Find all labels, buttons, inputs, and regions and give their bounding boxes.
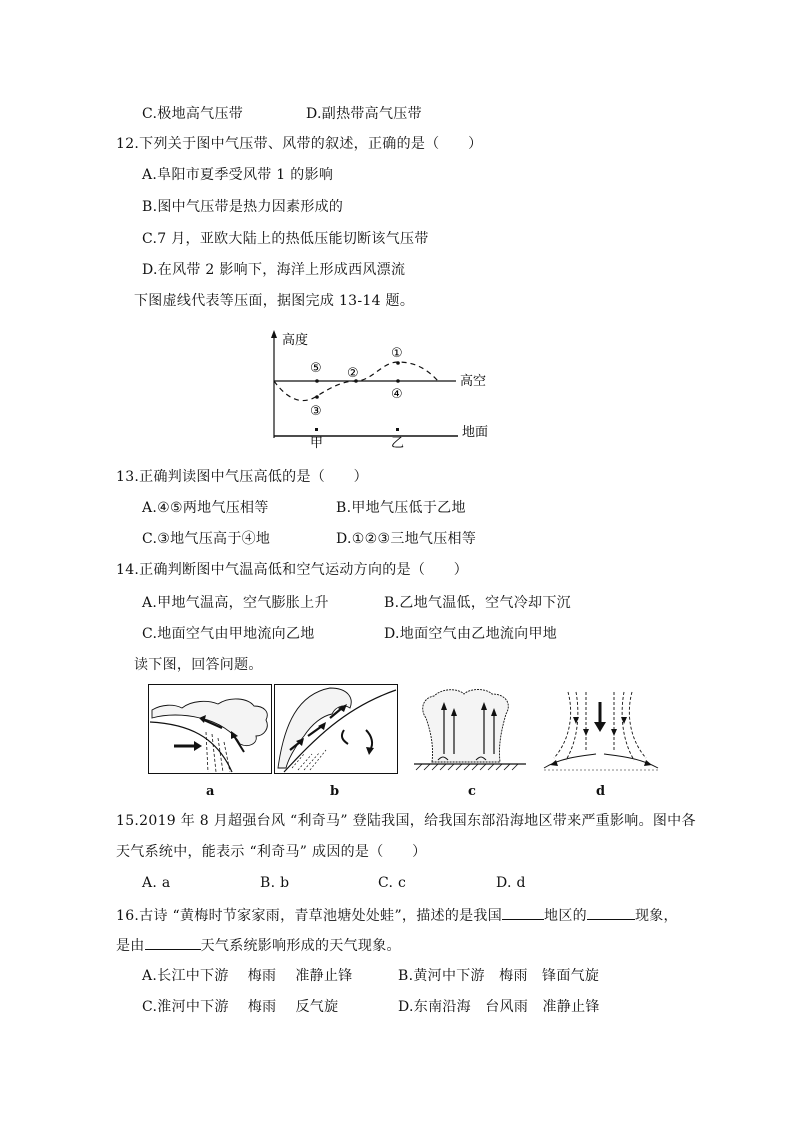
- y-axis-arrow: [271, 330, 277, 338]
- q13-option-a: A.④⑤两地气压相等: [142, 500, 269, 516]
- point-2-label: ②: [347, 366, 359, 381]
- intro-15: 读下图，回答问题。: [134, 657, 263, 673]
- point-4-label: ④: [391, 387, 403, 402]
- site-yi-label: 乙: [391, 436, 405, 451]
- q11-option-c: C.极地高气压带: [142, 106, 244, 122]
- q15-option-c: C. c: [378, 875, 407, 891]
- high-altitude-label: 高空: [460, 374, 487, 389]
- q15-option-d: D. d: [496, 875, 526, 891]
- q16-option-b: B.黄河中下游 梅雨 锋面气旋: [398, 968, 600, 984]
- q16-option-a: A.长江中下游 梅雨 准静止锋: [142, 968, 353, 984]
- weather-system-figure-b: [274, 684, 398, 774]
- q16-stem-line2: [116, 935, 401, 956]
- q16-stem-line2-part2: 天气系统影响形成的天气现象。: [200, 938, 401, 954]
- isobar-figure: [260, 328, 500, 452]
- q16-blank-region: [502, 905, 544, 920]
- q16-option-d: D.东南沿海 台风雨 准静止锋: [398, 999, 600, 1015]
- q16-option-c: C.淮河中下游 梅雨 反气旋: [142, 999, 339, 1015]
- ground-label: 地面: [462, 425, 489, 440]
- weather-system-figure-a: [148, 684, 272, 774]
- q12-option-a: A.阜阳市夏季受风带 1 的影响: [142, 167, 334, 183]
- q15-option-b: B. b: [260, 875, 290, 891]
- q16-stem-part3: 现象，: [634, 908, 678, 924]
- q16-blank-system: [145, 935, 201, 950]
- point-3-label: ③: [310, 404, 322, 419]
- weather-system-figure-c: [410, 684, 534, 774]
- q15-stem-line2: 天气系统中，能表示 “利奇马” 成因的是（ ）: [116, 844, 427, 860]
- figure-label-c: c: [468, 784, 476, 799]
- q13-option-b: B.甲地气压低于乙地: [336, 500, 466, 516]
- q14-option-c: C.地面空气由甲地流向乙地: [142, 626, 315, 642]
- point-4-dot: [396, 379, 400, 383]
- q16-stem-line1: [116, 905, 678, 926]
- q14-option-a: A.甲地气温高，空气膨胀上升: [142, 595, 329, 611]
- q11-option-d: D.副热带高气压带: [306, 106, 422, 122]
- q14-stem: 14.正确判断图中气温高低和空气运动方向的是（ ）: [116, 562, 469, 578]
- point-5-dot: [315, 379, 319, 383]
- point-3-dot: [315, 395, 319, 399]
- q16-stem-part1: 16.古诗 “黄梅时节家家雨，青草池塘处处蛙”，描述的是我国: [116, 908, 503, 924]
- q12-option-b: B.图中气压带是热力因素形成的: [142, 199, 344, 215]
- q14-option-b: B.乙地气温低，空气冷却下沉: [384, 595, 571, 611]
- intro-13-14: 下图虚线代表等压面，据图完成 13-14 题。: [134, 293, 415, 309]
- q15-stem-line1: 15.2019 年 8 月超强台风 “利奇马” 登陆我国，给我国东部沿海地区带来严重影响。图中各: [116, 813, 696, 829]
- site-jia-marker: [315, 428, 318, 431]
- q12-option-c: C.7 月，亚欧大陆上的热低压能切断该气压带: [142, 231, 429, 247]
- point-5-label: ⑤: [310, 361, 322, 376]
- q16-blank-phenomenon: [587, 905, 635, 920]
- weather-system-figure-d: [540, 684, 664, 774]
- q16-stem-part2: 地区的: [544, 908, 587, 924]
- figure-label-a: a: [206, 784, 215, 799]
- point-1-label: ①: [391, 346, 403, 361]
- q16-stem-line2-part1: 是由: [116, 938, 145, 954]
- q12-stem: 12.下列关于图中气压带、风带的叙述，正确的是（ ）: [116, 136, 483, 152]
- q12-option-d: D.在风带 2 影响下，海洋上形成西风漂流: [142, 262, 406, 278]
- point-1-dot: [396, 361, 400, 365]
- q13-option-c: C.③地气压高于④地: [142, 531, 271, 547]
- q15-option-a: A. a: [142, 875, 171, 891]
- y-axis-label: 高度: [282, 333, 309, 348]
- site-jia-label: 甲: [310, 436, 324, 451]
- site-yi-marker: [396, 428, 399, 431]
- q13-option-d: D.①②③三地气压相等: [336, 531, 477, 547]
- q14-option-d: D.地面空气由乙地流向甲地: [384, 626, 558, 642]
- q13-stem: 13.正确判读图中气压高低的是（ ）: [116, 469, 368, 485]
- figure-label-d: d: [596, 784, 606, 799]
- figure-label-b: b: [330, 784, 340, 799]
